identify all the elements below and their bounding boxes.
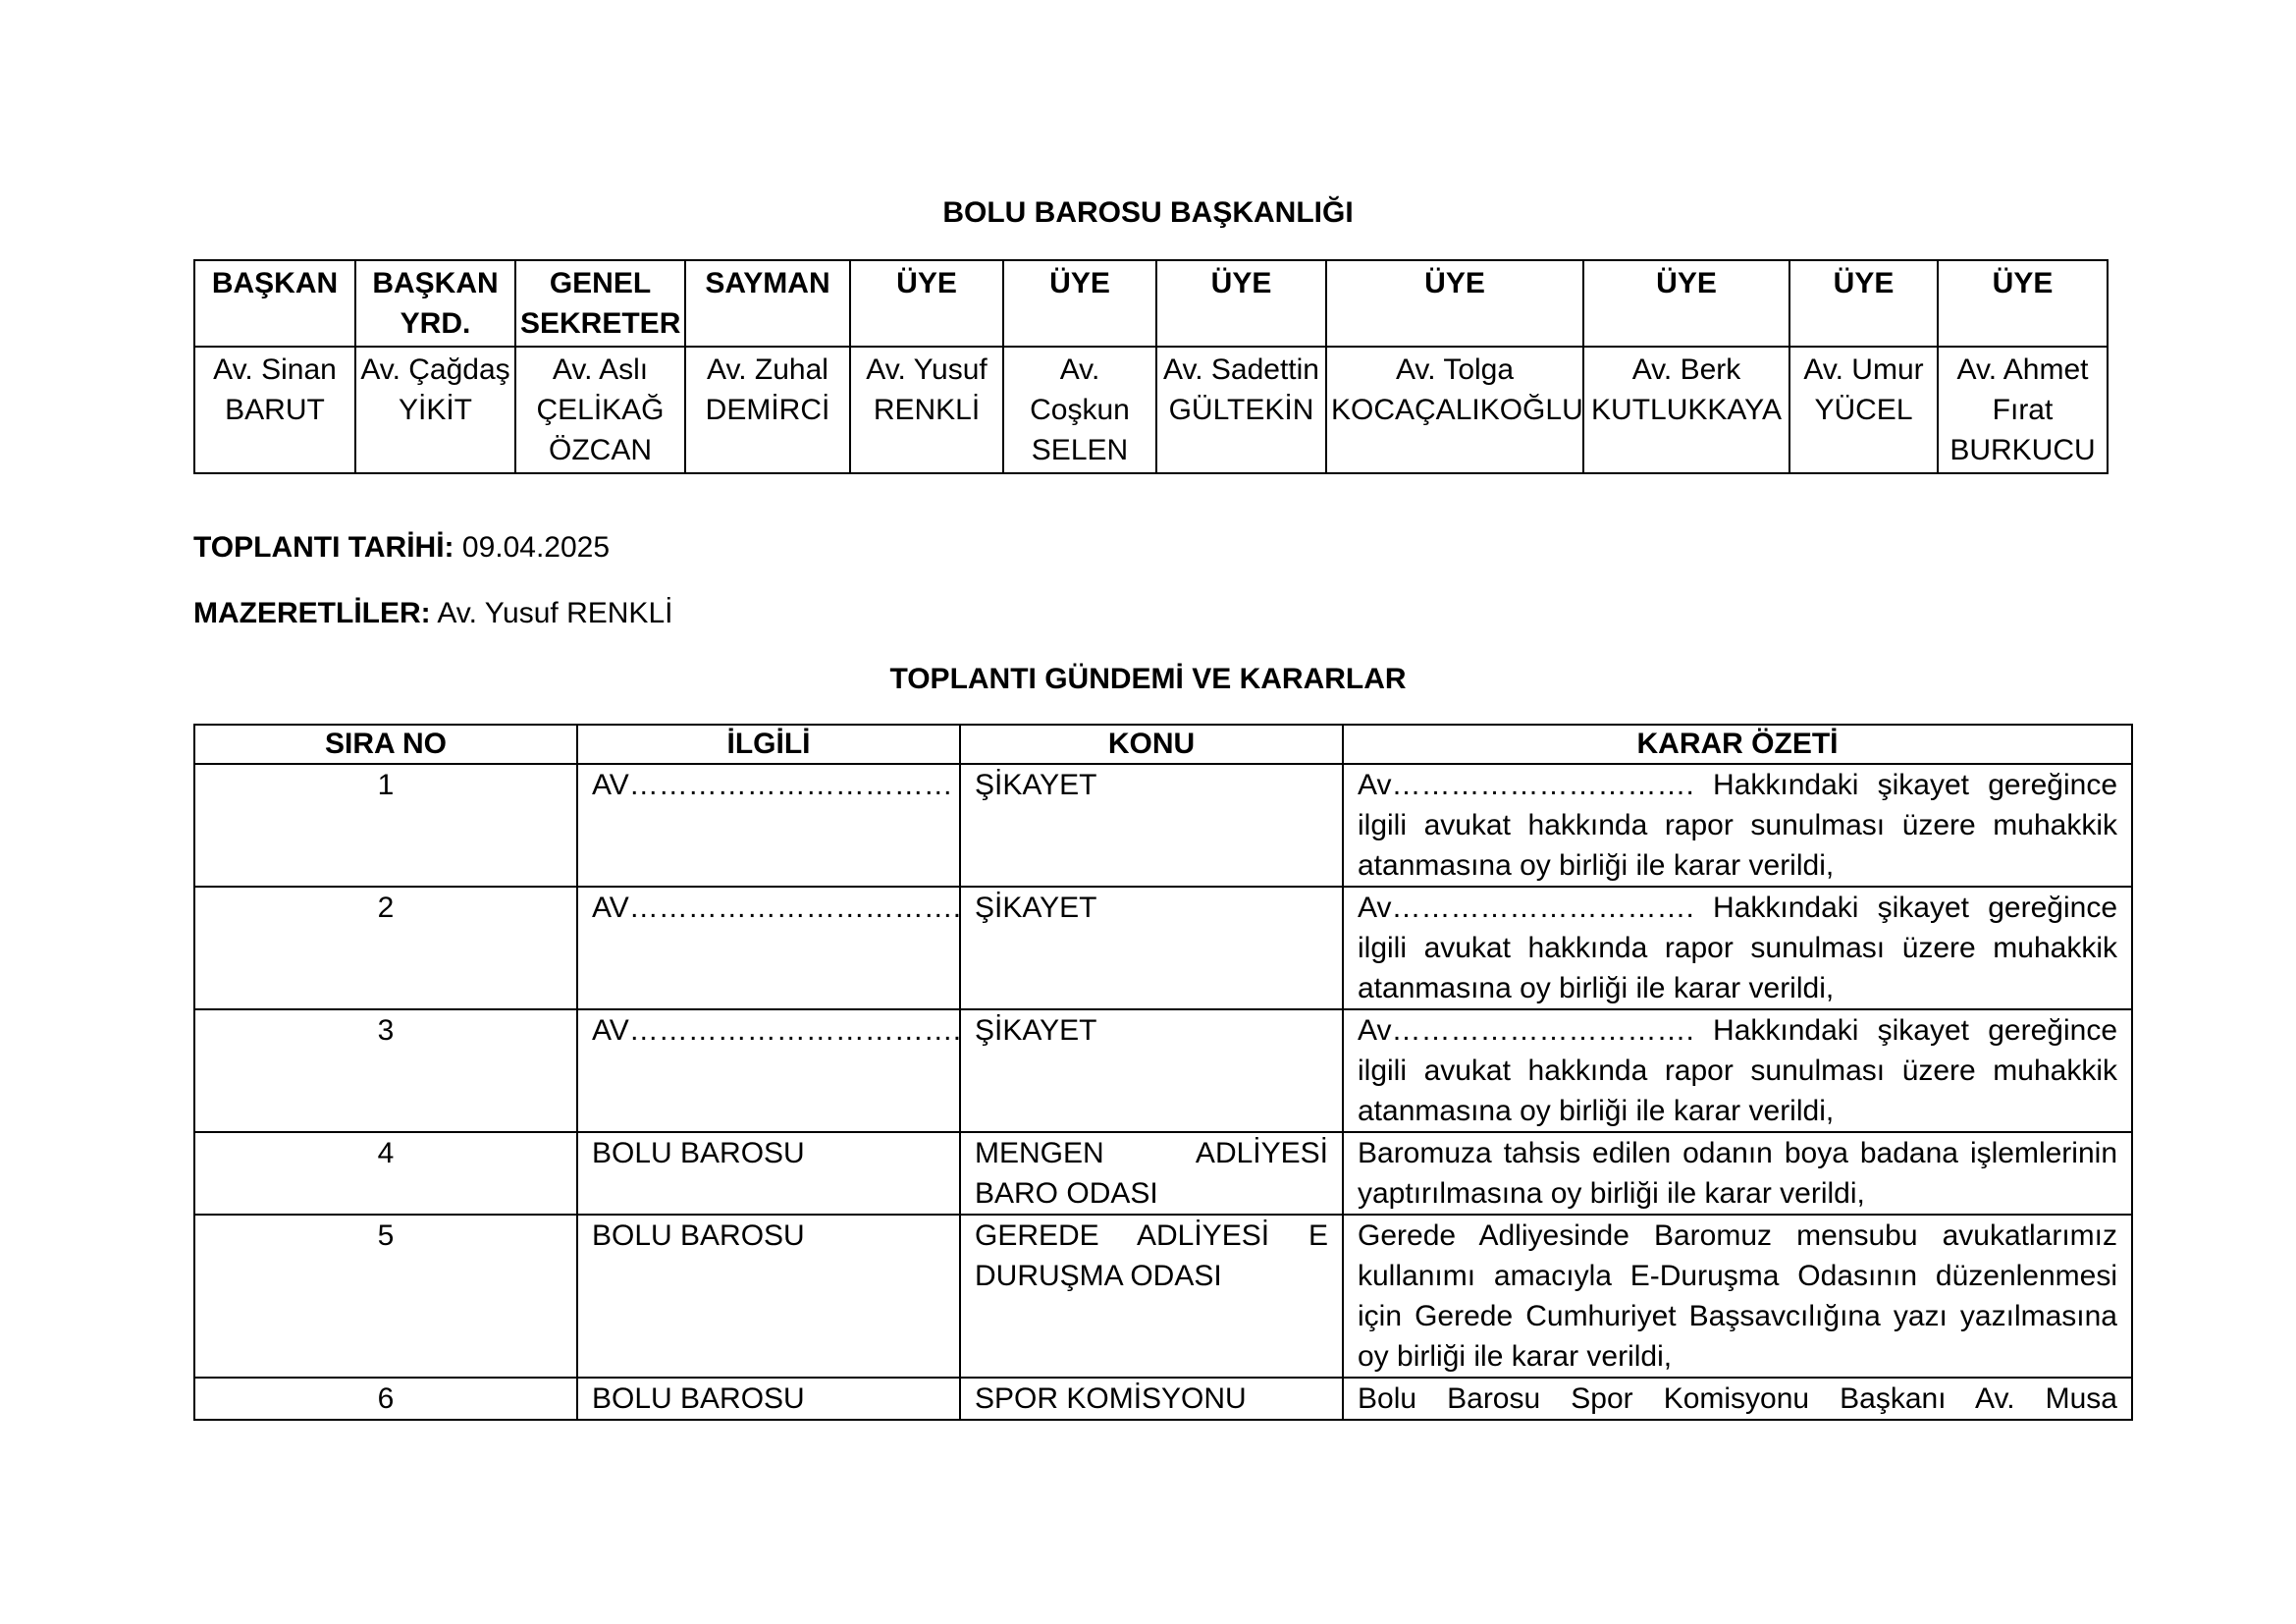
board-member-row bbox=[194, 347, 2108, 473]
board-role-header: SAYMAN bbox=[685, 260, 850, 347]
row-summary: Bolu Barosu Spor Komisyonu Başkanı Av. Musa bbox=[1343, 1378, 2132, 1420]
board-member-name: Av. Tolga KOCAÇALIKOĞLU bbox=[1326, 347, 1583, 473]
board-member-name: Av. Coşkun SELEN bbox=[1003, 347, 1156, 473]
excused-value: Av. Yusuf RENKLİ bbox=[437, 597, 673, 629]
row-number: 1 bbox=[194, 764, 577, 887]
table-row bbox=[194, 1132, 2132, 1215]
board-member-name: Av. Yusuf RENKLİ bbox=[850, 347, 1003, 473]
board-member-name: Av. Çağdaş YİKİT bbox=[355, 347, 515, 473]
board-role-header: ÜYE bbox=[1789, 260, 1938, 347]
table-row bbox=[194, 764, 2132, 887]
row-number: 2 bbox=[194, 887, 577, 1009]
column-header-subject: KONU bbox=[960, 725, 1343, 764]
row-summary: Gerede Adliyesinde Baromuz mensubu avukatlarımız kullanımı amacıyla E-Duruşma Odasının düzenlenmesi için Gerede Cumhuriyet Başsavcılığına yazı yazılmasına oy birliği ile karar verildi, bbox=[1343, 1215, 2132, 1378]
board-member-name: Av. Ahmet Fırat BURKUCU bbox=[1938, 347, 2108, 473]
board-role-header: ÜYE bbox=[1326, 260, 1583, 347]
row-subject: MENGEN ADLİYESİ BARO ODASI bbox=[960, 1132, 1343, 1215]
row-subject: ŞİKAYET bbox=[960, 887, 1343, 1009]
row-subject: SPOR KOMİSYONU bbox=[960, 1378, 1343, 1420]
row-related: BOLU BAROSU bbox=[577, 1132, 960, 1215]
row-summary: Av…………………………. Hakkındaki şikayet gereğince ilgili avukat hakkında rapor sunulması üzere muhakkik atanmasına oy birliği ile karar verildi, bbox=[1343, 764, 2132, 887]
board-header-row bbox=[194, 260, 2108, 347]
row-number: 6 bbox=[194, 1378, 577, 1420]
agenda-table bbox=[193, 724, 2133, 1421]
table-row bbox=[194, 887, 2132, 1009]
board-members-table bbox=[193, 259, 2109, 474]
row-subject: ŞİKAYET bbox=[960, 764, 1343, 887]
board-role-header: GENEL SEKRETER bbox=[515, 260, 685, 347]
board-role-header: BAŞKAN bbox=[194, 260, 355, 347]
board-role-header: ÜYE bbox=[1583, 260, 1789, 347]
excused-members bbox=[193, 597, 672, 630]
agenda-title: TOPLANTI GÜNDEMİ VE KARARLAR bbox=[889, 663, 1407, 695]
page-title: BOLU BAROSU BAŞKANLIĞI bbox=[942, 196, 1354, 229]
agenda-header-row bbox=[194, 725, 2132, 764]
meeting-date-label: TOPLANTI TARİHİ: bbox=[193, 531, 454, 564]
board-role-header: ÜYE bbox=[1003, 260, 1156, 347]
column-header-summary: KARAR ÖZETİ bbox=[1343, 725, 2132, 764]
row-number: 5 bbox=[194, 1215, 577, 1378]
row-summary: Av…………………………. Hakkındaki şikayet gereğince ilgili avukat hakkında rapor sunulması üzere muhakkik atanmasına oy birliği ile karar verildi, bbox=[1343, 1009, 2132, 1132]
excused-label: MAZERETLİLER: bbox=[193, 597, 431, 629]
board-member-name: Av. Sadettin GÜLTEKİN bbox=[1156, 347, 1326, 473]
column-header-no: SIRA NO bbox=[194, 725, 577, 764]
board-member-name: Av. Aslı ÇELİKAĞ ÖZCAN bbox=[515, 347, 685, 473]
row-subject: GEREDE ADLİYESİ E DURUŞMA ODASI bbox=[960, 1215, 1343, 1378]
row-related: AV……………………………. bbox=[577, 887, 960, 1009]
row-related: BOLU BAROSU bbox=[577, 1378, 960, 1420]
table-row bbox=[194, 1215, 2132, 1378]
board-member-name: Av. Umur YÜCEL bbox=[1789, 347, 1938, 473]
board-role-header: ÜYE bbox=[1156, 260, 1326, 347]
row-related: BOLU BAROSU bbox=[577, 1215, 960, 1378]
board-role-header: BAŞKAN YRD. bbox=[355, 260, 515, 347]
row-summary: Baromuza tahsis edilen odanın boya badana işlemlerinin yaptırılmasına oy birliği ile karar verildi, bbox=[1343, 1132, 2132, 1215]
table-row bbox=[194, 1009, 2132, 1132]
meeting-date bbox=[193, 531, 610, 565]
row-related: AV…………………………… bbox=[577, 764, 960, 887]
row-related: AV……………………………. bbox=[577, 1009, 960, 1132]
meeting-date-value: 09.04.2025 bbox=[461, 531, 611, 564]
table-row bbox=[194, 1378, 2132, 1420]
row-subject: ŞİKAYET bbox=[960, 1009, 1343, 1132]
board-role-header: ÜYE bbox=[1938, 260, 2108, 347]
column-header-related: İLGİLİ bbox=[577, 725, 960, 764]
board-member-name: Av. Berk KUTLUKKAYA bbox=[1583, 347, 1789, 473]
row-number: 4 bbox=[194, 1132, 577, 1215]
board-member-name: Av. Zuhal DEMİRCİ bbox=[685, 347, 850, 473]
row-summary: Av…………………………. Hakkındaki şikayet gereğince ilgili avukat hakkında rapor sunulması üzere muhakkik atanmasına oy birliği ile karar verildi, bbox=[1343, 887, 2132, 1009]
row-number: 3 bbox=[194, 1009, 577, 1132]
board-member-name: Av. Sinan BARUT bbox=[194, 347, 355, 473]
board-role-header: ÜYE bbox=[850, 260, 1003, 347]
